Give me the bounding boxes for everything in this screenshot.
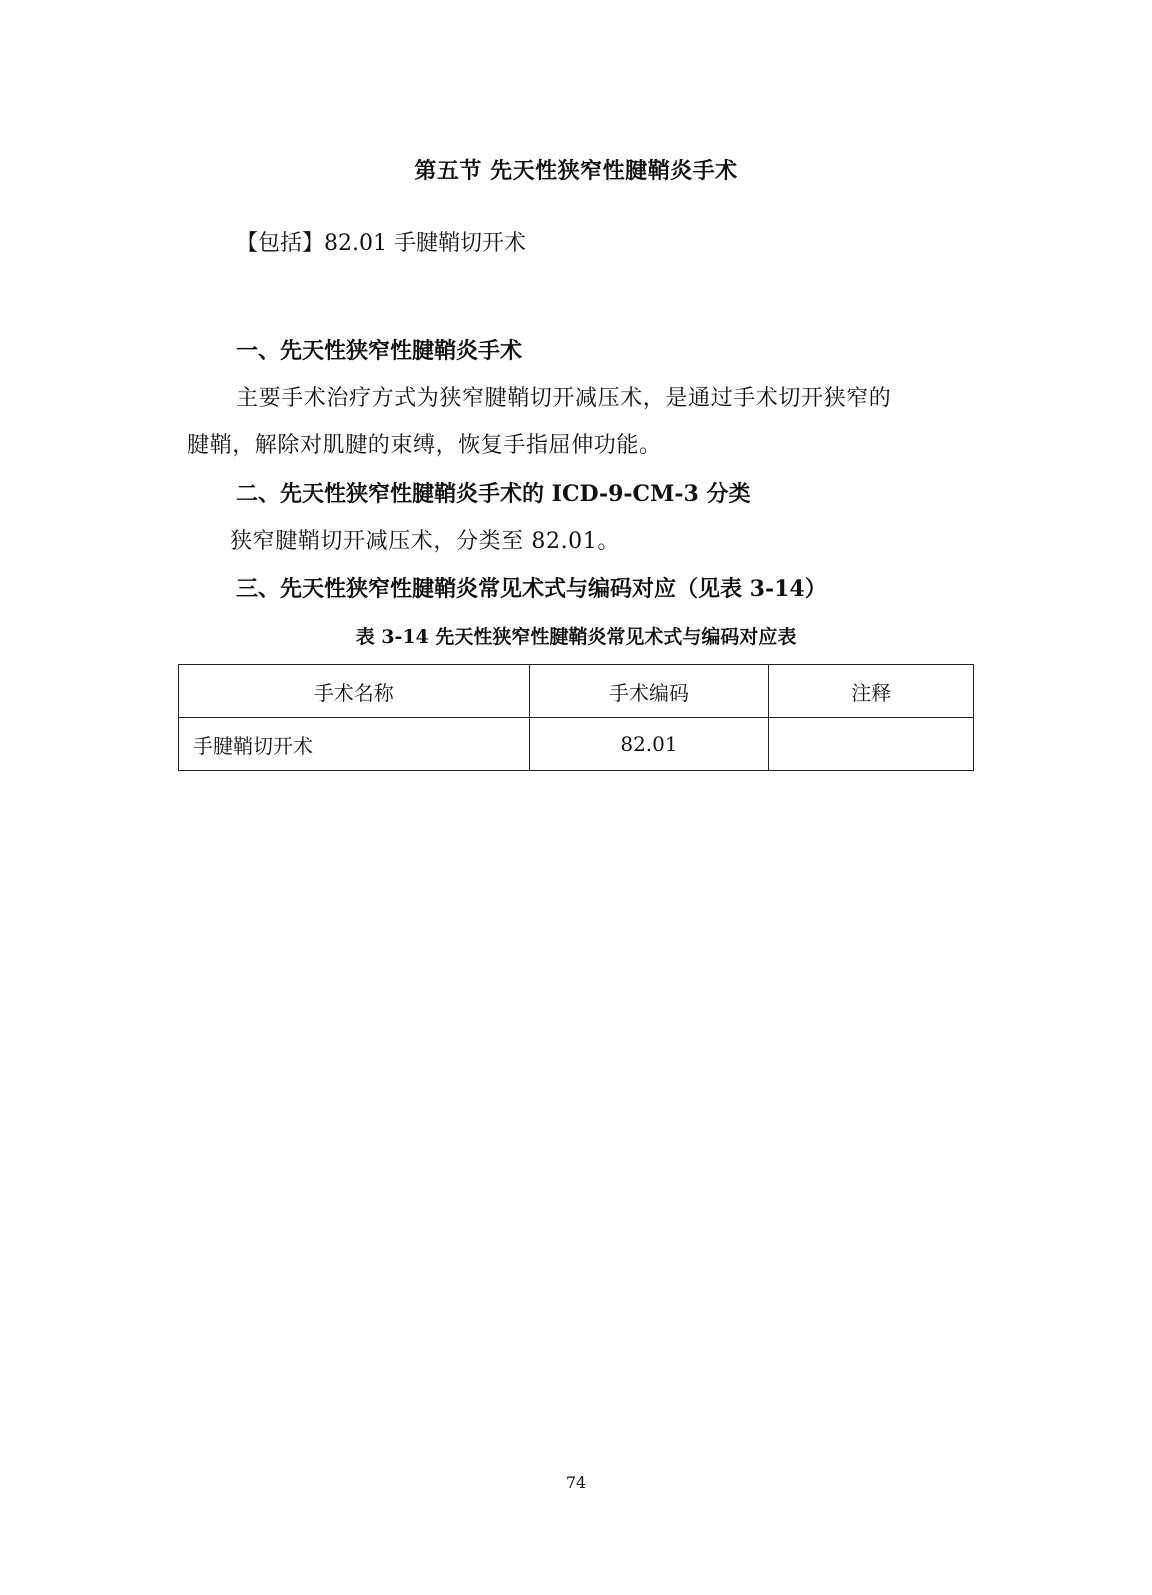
heading-1: 一、先天性狭窄性腱鞘炎手术 (236, 338, 523, 364)
include-line: 【包括】82.01 手腱鞘切开术 (236, 231, 526, 256)
paragraph-1-line-2: 腱鞘，解除对肌腱的束缚，恢复手指屈伸功能。 (187, 433, 662, 458)
heading-3: 三、先天性狭窄性腱鞘炎常见术式与编码对应（见表 3-14） (236, 576, 827, 602)
paragraph-1-line-1: 主要手术治疗方式为狭窄腱鞘切开减压术，是通过手术切开狭窄的 (236, 386, 892, 411)
heading-2: 二、先天性狭窄性腱鞘炎手术的 ICD-9-CM-3 分类 (236, 481, 751, 507)
paragraph-2: 狭窄腱鞘切开减压术，分类至 82.01。 (230, 529, 620, 554)
table-row (179, 718, 974, 771)
table-caption: 表 3-14 先天性狭窄性腱鞘炎常见术式与编码对应表 (355, 626, 797, 648)
procedure-code-table (178, 664, 974, 771)
table-header-row (179, 665, 974, 718)
cell-notes (769, 718, 974, 771)
header-procedure-name: 手术名称 (179, 665, 530, 718)
header-procedure-code: 手术编码 (529, 665, 769, 718)
cell-procedure-name: 手腱鞘切开术 (179, 718, 530, 771)
cell-procedure-code: 82.01 (529, 718, 769, 771)
header-notes: 注释 (769, 665, 974, 718)
section-title: 第五节 先天性狭窄性腱鞘炎手术 (414, 158, 738, 184)
page-number: 74 (565, 1473, 587, 1492)
